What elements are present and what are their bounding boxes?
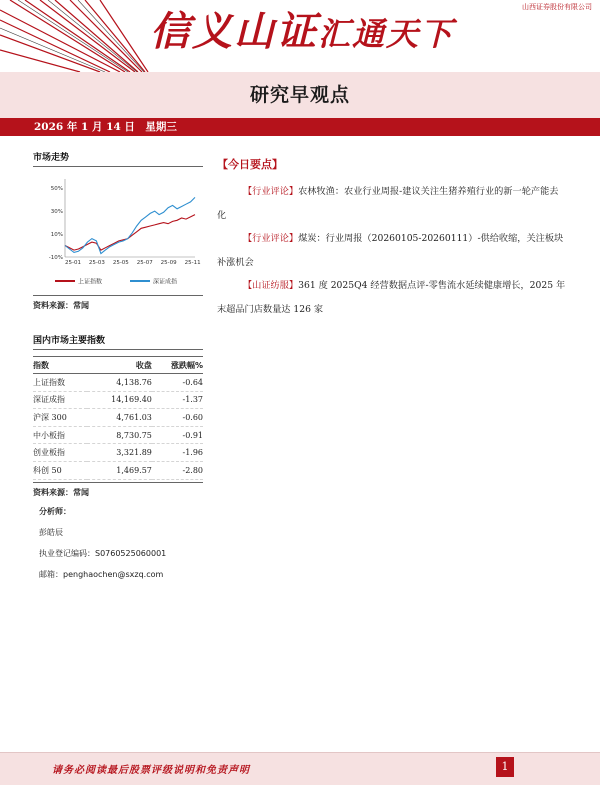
chart-y-tick-label: 50% — [50, 186, 63, 193]
highlight-tag: 【山证纺服】 — [243, 280, 299, 291]
market-trend-chart — [33, 173, 203, 295]
date-bar — [0, 118, 600, 136]
index-table-title: 国内市场主要指数 — [33, 333, 203, 350]
index-change: -1.37 — [152, 391, 203, 409]
table-row — [33, 409, 203, 427]
highlight-item[interactable] — [217, 274, 567, 321]
analyst-email[interactable]: 邮箱：penghaochen@sxzq.com — [39, 569, 164, 579]
col-close: 收盘 — [87, 357, 152, 374]
analyst-license: 执业登记编码：S0760525060001 — [39, 548, 167, 558]
slogan-part2: 汇通天下 — [318, 15, 455, 53]
index-change: -0.60 — [152, 409, 203, 427]
chart-series-line — [65, 197, 195, 253]
chart-x-tick-label: 25-07 — [136, 260, 153, 266]
logo-text: 山西证券股份有限公司 — [522, 3, 592, 11]
table-row — [33, 444, 203, 462]
title-band — [0, 72, 600, 118]
company-logo — [522, 2, 592, 12]
index-name: 上证指数 — [33, 374, 87, 392]
header-banner — [0, 0, 600, 72]
index-close: 3,321.89 — [87, 444, 152, 462]
left-column — [33, 150, 203, 585]
analyst-name: 彭皓辰 — [39, 527, 63, 537]
index-name: 沪深 300 — [33, 409, 87, 427]
table-row — [33, 374, 203, 392]
report-date: 2026 年 1 月 14 日 星期三 — [34, 121, 177, 133]
index-table — [33, 356, 203, 480]
highlight-text: 361 度 2025Q4 经营数据点评-零售流水延续健康增长，2025 年末超品门店数量达 126 家 — [217, 280, 566, 315]
chart-y-tick-label: 10% — [50, 232, 63, 239]
page-title: 研究早观点 — [249, 84, 350, 106]
banner-slogan — [150, 0, 454, 57]
chart-legend-label: 深证成指 — [153, 278, 178, 286]
market-trend-title: 市场走势 — [33, 150, 203, 167]
highlight-item[interactable] — [217, 180, 567, 227]
footer-disclaimer[interactable]: 请务必阅读最后股票评级说明和免责声明 — [52, 765, 250, 776]
chart-x-tick-label: 25-03 — [88, 260, 105, 266]
analyst-label: 分析师： — [39, 506, 71, 516]
index-name: 科创 50 — [33, 461, 87, 479]
chart-legend-label: 上证指数 — [78, 278, 103, 286]
chart-x-tick-label: 25-01 — [65, 260, 81, 266]
right-column — [217, 156, 567, 321]
chart-series-line — [65, 215, 195, 251]
chart-x-tick-label: 25-05 — [112, 260, 129, 266]
highlight-tag: 【行业评论】 — [243, 233, 299, 244]
table-row — [33, 391, 203, 409]
chart-source: 资料来源：常闻 — [33, 295, 203, 311]
index-change: -1.96 — [152, 444, 203, 462]
today-highlights-title: 【今日要点】 — [217, 158, 283, 171]
trend-chart-svg — [33, 173, 203, 295]
index-close: 4,761.03 — [87, 409, 152, 427]
col-change: 涨跌幅% — [152, 357, 203, 374]
col-index: 指数 — [33, 357, 87, 374]
highlight-text: 农林牧渔：农业行业周报-建议关注生猪养殖行业的新一轮产能去化 — [217, 186, 559, 221]
chart-y-tick-label: -10% — [48, 255, 63, 261]
highlight-text: 煤炭：行业周报（20260105-20260111）-供给收缩，关注板块补涨机会 — [217, 233, 564, 268]
index-close: 8,730.75 — [87, 426, 152, 444]
index-change: -0.64 — [152, 374, 203, 392]
index-change: -0.91 — [152, 426, 203, 444]
index-name: 创业板指 — [33, 444, 87, 462]
table-row — [33, 426, 203, 444]
banner-fan-decoration — [0, 0, 150, 72]
highlight-item[interactable] — [217, 227, 567, 274]
table-source: 资料来源：常闻 — [33, 482, 203, 498]
index-close: 14,169.40 — [87, 391, 152, 409]
table-row — [33, 461, 203, 479]
index-name: 中小板指 — [33, 426, 87, 444]
index-close: 4,138.76 — [87, 374, 152, 392]
page-number: 1 — [496, 757, 514, 777]
index-name: 深证成指 — [33, 391, 87, 409]
index-table-header — [33, 357, 203, 374]
index-close: 1,469.57 — [87, 461, 152, 479]
chart-y-tick-label: 30% — [50, 209, 63, 216]
chart-x-tick-label: 25-11 — [184, 260, 201, 266]
slogan-part1: 信义山证 — [150, 9, 318, 55]
analyst-block — [39, 501, 203, 585]
highlight-tag: 【行业评论】 — [243, 186, 299, 197]
index-change: -2.80 — [152, 461, 203, 479]
chart-x-tick-label: 25-09 — [160, 260, 177, 266]
